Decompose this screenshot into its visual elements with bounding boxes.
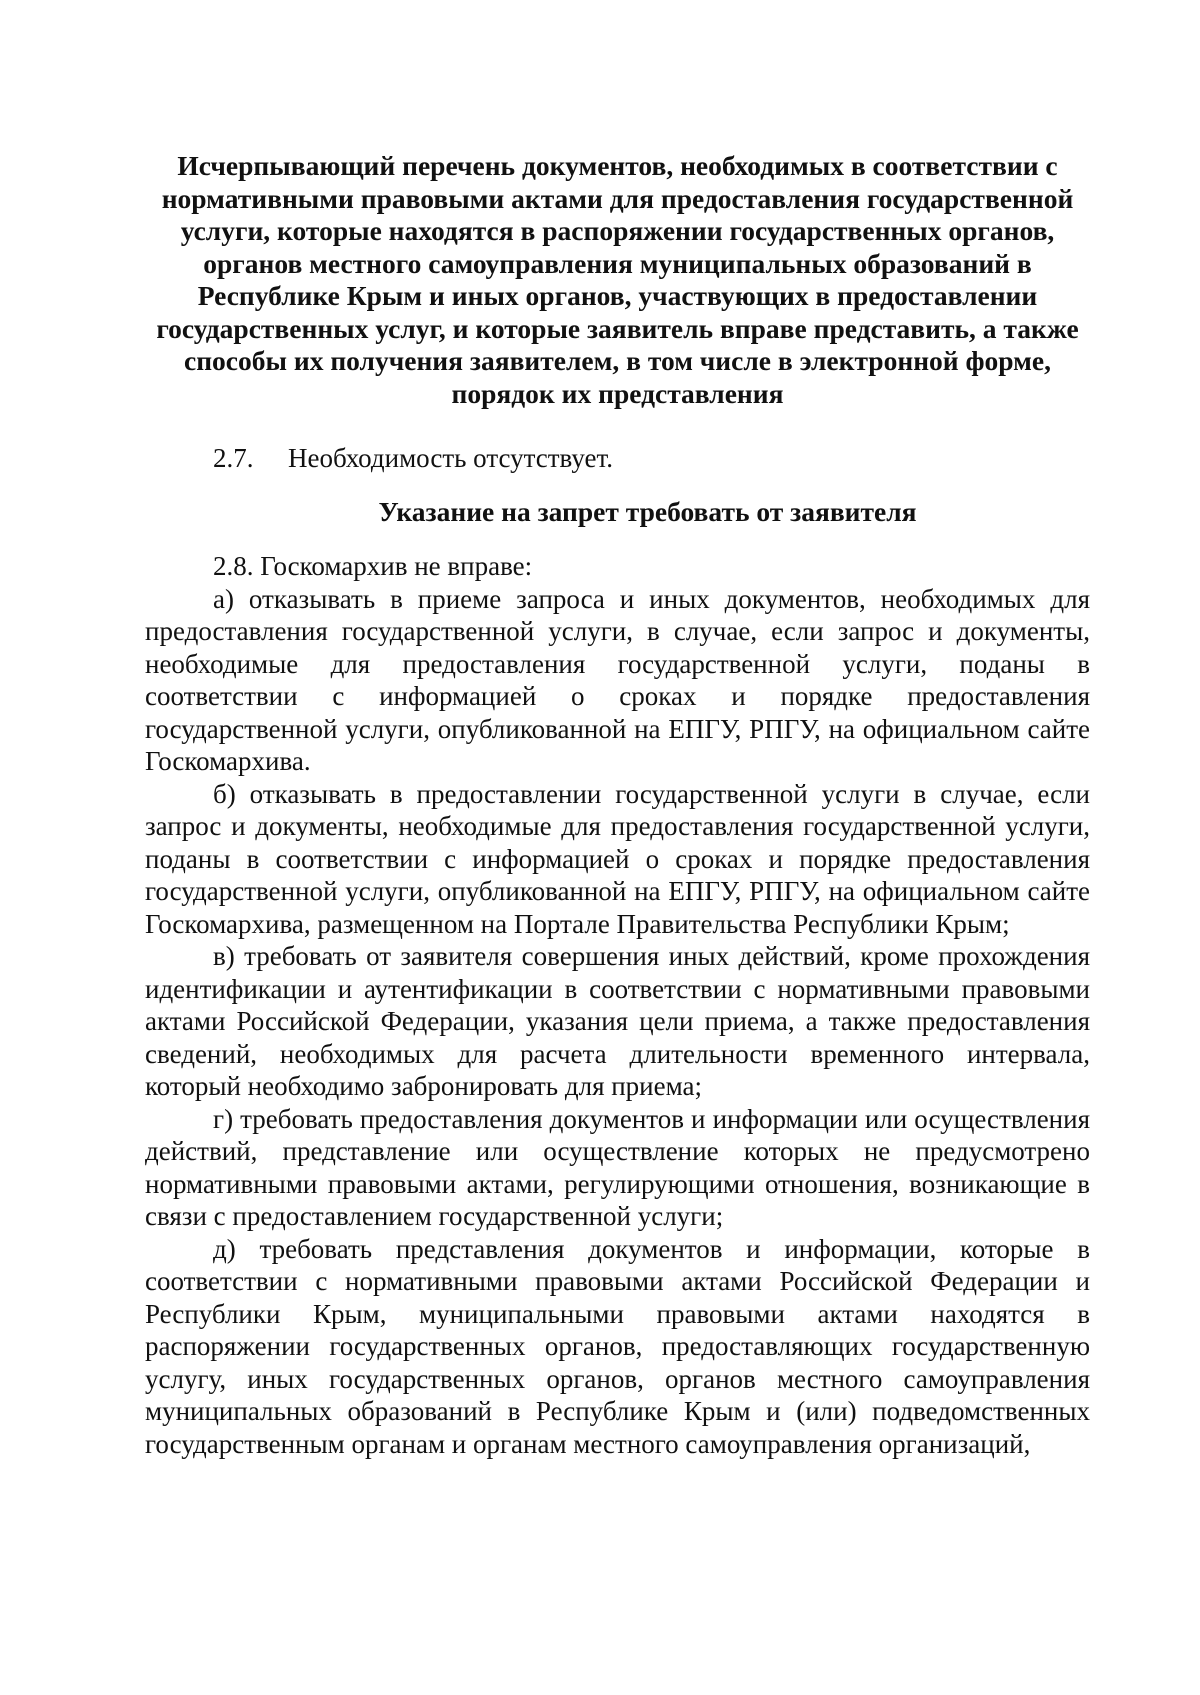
list-item-d: д) требовать представления документов и информации, которые в соответствии с нормативными правовыми актами Российской Федерации и Республики Крым, муниципальными правовыми актами находятся в распоряжении государственных органов, предоставляющих государственную услугу, иных государственных органов, органов местного самоуправления муниципальных образований в Республике Крым и (или) подведомственных государственным органам и органам местного самоуправления организаций, (145, 1233, 1090, 1459)
section-2-7 (145, 442, 1090, 474)
document-heading: Исчерпывающий перечень документов, необходимых в соответствии с нормативными правовыми актами для предоставления государственной услуги, которые находятся в распоряжении государственных органов, органов местного самоуправления муниципальных образований в Республике Крым и иных органов, участвующих в предоставлении государственных услуг, и которые заявитель вправе представить, а также способы их получения заявителем, в том числе в электронной форме, порядок их представления (156, 150, 1079, 409)
section-text: Необходимость отсутствует. (288, 443, 613, 473)
section-2-8-lead: 2.8. Госкомархив не вправе: (213, 551, 533, 581)
list-item-g: г) требовать предоставления документов и информации или осуществления действий, представление или осуществление которых не предусмотрено нормативными правовыми актами, регулирующими отношения, возникающие в связи с предоставлением государственной услуги; (145, 1103, 1090, 1231)
section-subheading: Указание на запрет требовать от заявителя (378, 496, 917, 527)
section-number: 2.7. (213, 443, 254, 473)
document-body (145, 150, 1090, 1460)
list-item-a: а) отказывать в приеме запроса и иных документов, необходимых для предоставления государственной услуги, в случае, если запрос и документы, необходимые для предоставления государственной услуги, поданы в соответствии с информацией о сроках и порядке предоставления государственной услуги, опубликованной на ЕПГУ, РПГУ, на официальном сайте Госкомархива. (145, 583, 1090, 776)
list-item-b: б) отказывать в предоставлении государственной услуги в случае, если запрос и документы, необходимые для предоставления государственной услуги, поданы в соответствии с информацией о сроках и порядке предоставления государственной услуги, опубликованной на ЕПГУ, РПГУ, на официальном сайте Госкомархива, размещенном на Портале Правительства Республики Крым; (145, 778, 1090, 939)
list-item-v: в) требовать от заявителя совершения иных действий, кроме прохождения идентификации и аутентификации в соответствии с нормативными правовыми актами Российской Федерации, указания цели приема, а также предоставления сведений, необходимых для расчета длительности временного интервала, который необходимо забронировать для приема; (145, 941, 1090, 1101)
